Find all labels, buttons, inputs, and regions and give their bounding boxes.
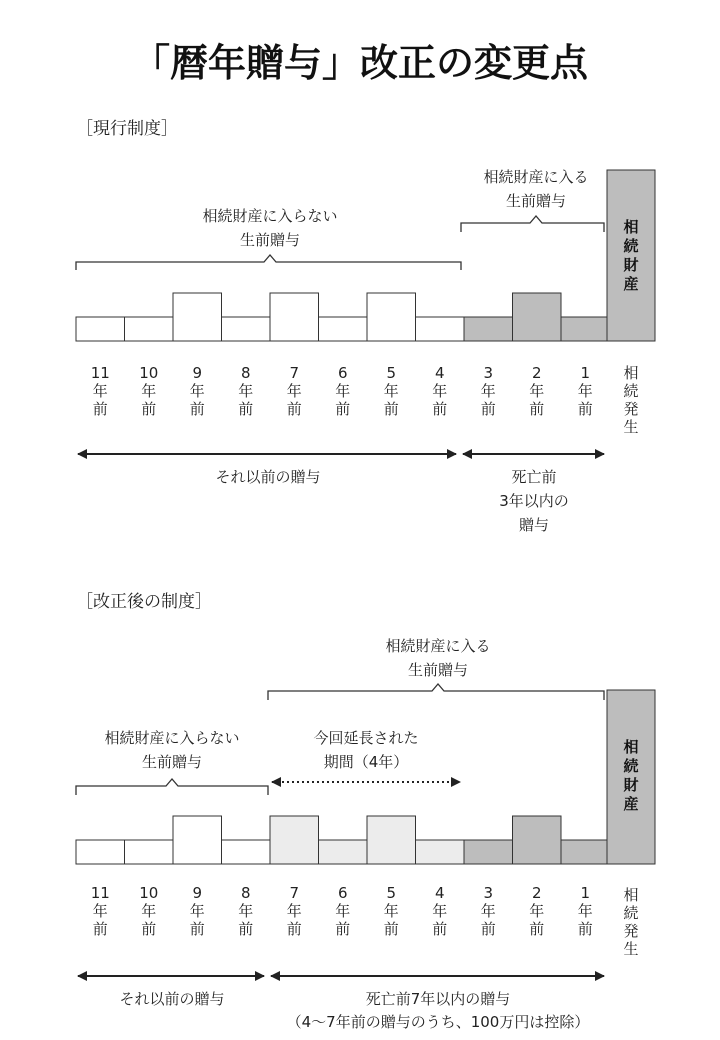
excluded-label-line1: 相続財産に入らない	[104, 729, 240, 747]
included-label-line1: 相続財産に入る	[483, 168, 589, 186]
included-bracket	[461, 216, 604, 232]
year-label: 1 年前	[577, 884, 593, 938]
earlier-gifts-label: それ以前の贈与	[119, 990, 225, 1008]
estate-label-char: 続	[623, 757, 639, 775]
section-heading: ［改正後の制度］	[76, 592, 212, 612]
year-label: 11 年前	[90, 364, 110, 418]
estate-label	[622, 738, 638, 813]
gift-bar	[416, 317, 465, 341]
extension-label-line2: 期間（4年）	[323, 753, 409, 771]
year-label: 5 年前	[383, 364, 399, 418]
estate-label-char: 産	[623, 795, 639, 813]
gift-bar	[173, 816, 222, 864]
excluded-label-line2: 生前贈与	[239, 231, 301, 249]
year-label: 6 年前	[335, 884, 351, 938]
death-label-char: 相	[623, 364, 639, 382]
death-label-char: 続	[623, 382, 639, 400]
excluded-bracket	[76, 779, 268, 795]
gift-bar	[76, 840, 125, 864]
estate-label-char: 産	[623, 275, 639, 293]
death-label-char: 生	[623, 418, 639, 436]
gift-bar	[270, 293, 319, 341]
gift-bar	[561, 317, 610, 341]
gift-bar	[513, 293, 562, 341]
three-year-label-line1: 死亡前	[511, 468, 557, 486]
year-label: 6 年前	[335, 364, 351, 418]
year-labels	[91, 364, 593, 418]
year-label: 10 年前	[139, 884, 159, 938]
estate-label-char: 相	[623, 738, 639, 756]
year-label: 1 年前	[577, 364, 593, 418]
death-label-char: 生	[623, 940, 639, 958]
excluded-label-line2: 生前贈与	[141, 753, 203, 771]
year-label: 9 年前	[189, 884, 205, 938]
extension-label-line1: 今回延長された	[313, 729, 419, 747]
year-label: 2 年前	[529, 364, 545, 418]
gift-bar	[173, 293, 222, 341]
included-label-line1: 相続財産に入る	[385, 637, 491, 655]
excluded-bracket	[76, 255, 461, 270]
included-bracket	[268, 684, 604, 700]
year-label: 7 年前	[286, 364, 302, 418]
excluded-label-line1: 相続財産に入らない	[202, 207, 338, 225]
included-label-line2: 生前贈与	[505, 192, 567, 210]
gift-bar	[125, 317, 174, 341]
gift-bar	[561, 840, 610, 864]
gift-bar	[319, 840, 368, 864]
gift-bar	[464, 317, 513, 341]
year-label: 3 年前	[480, 884, 496, 938]
year-label: 8 年前	[238, 364, 254, 418]
seven-year-label-line1: 死亡前7年以内の贈与	[365, 990, 511, 1008]
estate-label-char: 続	[623, 237, 639, 255]
death-label	[623, 364, 638, 436]
death-label-char: 発	[623, 400, 639, 418]
estate-label-char: 相	[623, 218, 639, 236]
gift-bar	[319, 317, 368, 341]
year-label: 11 年前	[90, 884, 110, 938]
year-label: 8 年前	[238, 884, 254, 938]
three-year-label-line3: 贈与	[518, 516, 550, 534]
estate-label-char: 財	[623, 776, 639, 794]
included-label-line2: 生前贈与	[407, 661, 469, 679]
estate-label	[622, 218, 638, 293]
death-label-char: 続	[623, 904, 639, 922]
seven-year-label-line2: （4～7年前の贈与のうち、100万円は控除）	[286, 1013, 590, 1031]
year-labels	[91, 884, 593, 938]
year-label: 5 年前	[383, 884, 399, 938]
gift-bar	[76, 317, 125, 341]
earlier-gifts-label: それ以前の贈与	[215, 468, 321, 486]
year-label: 3 年前	[480, 364, 496, 418]
page-title: 「暦年贈与」改正の変更点	[131, 41, 589, 85]
gift-bar	[222, 840, 271, 864]
section-heading: ［現行制度］	[76, 119, 178, 139]
estate-label-char: 財	[623, 256, 639, 274]
gift-bar	[513, 816, 562, 864]
section-revised	[76, 592, 655, 1031]
gift-bar	[416, 840, 465, 864]
year-label: 9 年前	[189, 364, 205, 418]
gift-bars	[76, 816, 610, 864]
year-label: 2 年前	[529, 884, 545, 938]
section-current	[76, 119, 655, 534]
gift-bar	[367, 816, 416, 864]
gift-bar	[222, 317, 271, 341]
death-label-char: 発	[623, 922, 639, 940]
year-label: 4 年前	[432, 364, 448, 418]
gift-bar	[464, 840, 513, 864]
gift-bars	[76, 293, 610, 341]
year-label: 7 年前	[286, 884, 302, 938]
death-label	[623, 886, 638, 958]
three-year-label-line2: 3年以内の	[499, 492, 569, 510]
year-label: 10 年前	[139, 364, 159, 418]
year-label: 4 年前	[432, 884, 448, 938]
gift-bar	[125, 840, 174, 864]
gift-bar	[270, 816, 319, 864]
gift-bar	[367, 293, 416, 341]
death-label-char: 相	[623, 886, 639, 904]
